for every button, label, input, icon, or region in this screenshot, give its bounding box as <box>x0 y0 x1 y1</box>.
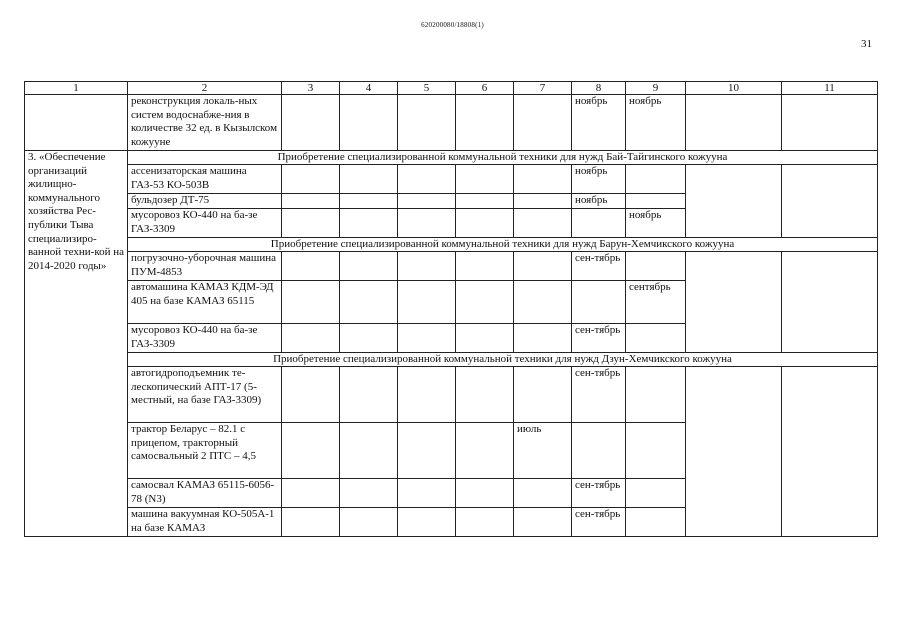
month-cell: ноябрь <box>626 209 686 238</box>
empty-cell <box>456 423 514 479</box>
empty-cell <box>340 324 398 353</box>
empty-cell <box>686 367 782 537</box>
month-cell: сен-тябрь <box>572 479 626 508</box>
month-cell: сен-тябрь <box>572 508 626 537</box>
empty-cell <box>398 367 456 423</box>
month-cell: ноябрь <box>626 95 686 151</box>
empty-cell <box>514 479 572 508</box>
empty-cell <box>398 423 456 479</box>
empty-cell <box>686 165 782 238</box>
empty-cell <box>398 252 456 281</box>
program-name-cell: 3. «Обеспечение организаций жилищно-коммунального хозяйства Рес-публики Тыва специализиро-ванной техни-кой на 2014-2020 годы» <box>25 151 128 537</box>
empty-cell <box>340 281 398 324</box>
empty-cell <box>398 324 456 353</box>
table-row <box>25 238 878 252</box>
column-header: 2 <box>128 82 282 95</box>
empty-cell <box>282 194 340 209</box>
table-row <box>25 95 878 151</box>
section-title: Приобретение специализированной коммунальной техники для нужд Дзун-Хемчикского кожууна <box>128 353 878 367</box>
empty-cell <box>282 508 340 537</box>
column-header: 5 <box>398 82 456 95</box>
empty-cell <box>626 367 686 423</box>
column-header: 8 <box>572 82 626 95</box>
empty-cell <box>626 423 686 479</box>
empty-cell <box>282 479 340 508</box>
item-name-cell: бульдозер ДТ-75 <box>128 194 282 209</box>
column-header: 7 <box>514 82 572 95</box>
item-name-cell: трактор Беларус – 82.1 с прицепом, тракторный самосвальный 2 ПТС – 4,5 <box>128 423 282 479</box>
empty-cell <box>282 95 340 151</box>
empty-cell <box>456 479 514 508</box>
empty-cell <box>626 508 686 537</box>
column-header: 9 <box>626 82 686 95</box>
column-header: 6 <box>456 82 514 95</box>
column-header: 11 <box>782 82 878 95</box>
empty-cell <box>340 367 398 423</box>
empty-cell <box>572 423 626 479</box>
empty-cell <box>514 324 572 353</box>
empty-cell <box>398 479 456 508</box>
empty-cell <box>514 508 572 537</box>
empty-cell <box>340 95 398 151</box>
table-row <box>25 252 878 281</box>
empty-cell <box>282 281 340 324</box>
month-cell: ноябрь <box>572 194 626 209</box>
item-name-cell: реконструкция локаль-ных систем водоснабже-ния в количестве 32 ед. в Кызылском кожууне <box>128 95 282 151</box>
empty-cell <box>456 252 514 281</box>
item-name-cell: машина вакуумная КО-505А-1 на базе КАМАЗ <box>128 508 282 537</box>
empty-cell <box>514 194 572 209</box>
empty-cell <box>782 367 878 537</box>
item-name-cell: ассенизаторская машина ГАЗ-53 КО-503В <box>128 165 282 194</box>
empty-cell <box>782 165 878 238</box>
empty-cell <box>398 281 456 324</box>
empty-cell <box>456 194 514 209</box>
empty-cell <box>572 209 626 238</box>
month-cell: ноябрь <box>572 95 626 151</box>
empty-cell <box>514 95 572 151</box>
table-row <box>25 367 878 423</box>
document-code: 620200080/18808(1) <box>421 21 484 29</box>
page-number: 31 <box>861 38 872 50</box>
empty-cell <box>686 95 782 151</box>
empty-cell <box>514 367 572 423</box>
empty-cell <box>514 209 572 238</box>
empty-cell <box>398 194 456 209</box>
empty-cell <box>398 508 456 537</box>
column-header: 1 <box>25 82 128 95</box>
empty-cell <box>456 209 514 238</box>
empty-cell <box>456 165 514 194</box>
item-name-cell: автомашина КАМАЗ КДМ-ЭД 405 на базе КАМАЗ 65115 <box>128 281 282 324</box>
empty-cell <box>25 95 128 151</box>
empty-cell <box>340 209 398 238</box>
empty-cell <box>340 252 398 281</box>
empty-cell <box>456 95 514 151</box>
column-number-row <box>25 82 878 95</box>
section-title: Приобретение специализированной коммунальной техники для нужд Бай-Тайгинского кожууна <box>128 151 878 165</box>
empty-cell <box>282 209 340 238</box>
empty-cell <box>626 252 686 281</box>
empty-cell <box>340 508 398 537</box>
column-header: 3 <box>282 82 340 95</box>
month-cell: сен-тябрь <box>572 367 626 423</box>
empty-cell <box>686 252 782 353</box>
month-cell: сен-тябрь <box>572 252 626 281</box>
empty-cell <box>572 281 626 324</box>
item-name-cell: мусоровоз КО-440 на ба-зе ГАЗ-3309 <box>128 324 282 353</box>
empty-cell <box>282 252 340 281</box>
empty-cell <box>282 423 340 479</box>
empty-cell <box>626 165 686 194</box>
table-row <box>25 353 878 367</box>
item-name-cell: погрузочно-уборочная машина ПУМ-4853 <box>128 252 282 281</box>
empty-cell <box>456 324 514 353</box>
item-name-cell: самосвал КАМАЗ 65115-6056-78 (N3) <box>128 479 282 508</box>
empty-cell <box>514 165 572 194</box>
empty-cell <box>340 165 398 194</box>
empty-cell <box>398 209 456 238</box>
month-cell: июль <box>514 423 572 479</box>
empty-cell <box>456 508 514 537</box>
schedule-table <box>24 81 878 537</box>
section-title: Приобретение специализированной коммунальной техники для нужд Барун-Хемчикского кожууна <box>128 238 878 252</box>
empty-cell <box>782 252 878 353</box>
month-cell: сентябрь <box>626 281 686 324</box>
item-name-cell: автогидроподъемник те-лескопический АПТ-17 (5-местный, на базе ГАЗ-3309) <box>128 367 282 423</box>
empty-cell <box>514 281 572 324</box>
month-cell: сен-тябрь <box>572 324 626 353</box>
empty-cell <box>398 165 456 194</box>
empty-cell <box>626 194 686 209</box>
empty-cell <box>282 367 340 423</box>
table-row <box>25 165 878 194</box>
empty-cell <box>340 423 398 479</box>
empty-cell <box>398 95 456 151</box>
empty-cell <box>782 95 878 151</box>
month-cell: ноябрь <box>572 165 626 194</box>
column-header: 10 <box>686 82 782 95</box>
empty-cell <box>340 194 398 209</box>
item-name-cell: мусоровоз КО-440 на ба-зе ГАЗ-3309 <box>128 209 282 238</box>
empty-cell <box>456 281 514 324</box>
empty-cell <box>626 479 686 508</box>
empty-cell <box>282 324 340 353</box>
table-row <box>25 151 878 165</box>
empty-cell <box>340 479 398 508</box>
empty-cell <box>282 165 340 194</box>
empty-cell <box>514 252 572 281</box>
column-header: 4 <box>340 82 398 95</box>
empty-cell <box>456 367 514 423</box>
empty-cell <box>626 324 686 353</box>
